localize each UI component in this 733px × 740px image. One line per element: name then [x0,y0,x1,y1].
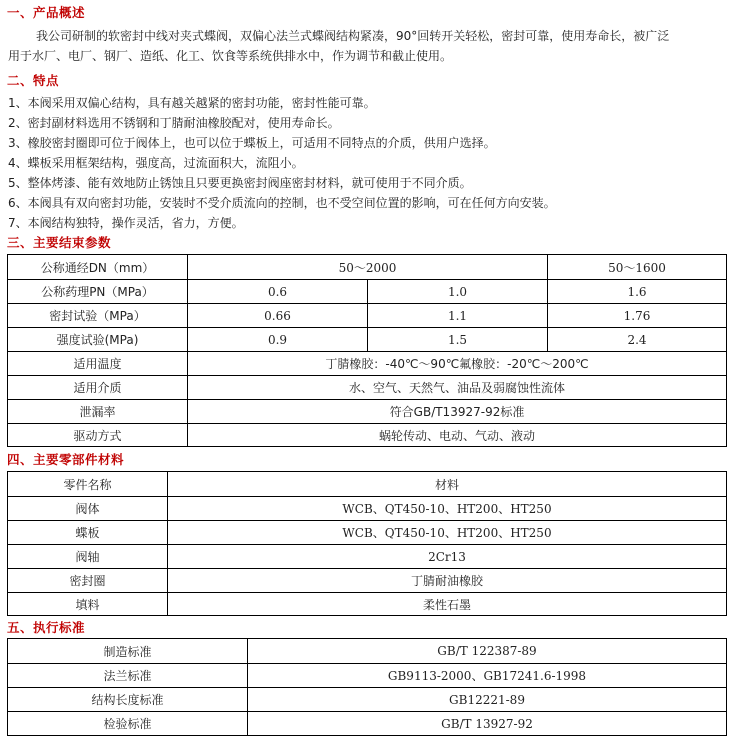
table-cell: 柔性石墨 [167,593,726,615]
table-cell: GB/T 122387-89 [247,639,726,663]
table-cell: 2Cr13 [167,545,726,568]
table-cell: 密封圈 [69,574,106,588]
table-cell: 2.4 [547,328,726,351]
table-cell: 0.6 [187,280,367,303]
table-row [8,375,726,399]
table-cell: WCB、QT450-10、HT200、HT250 [167,521,726,544]
table-cell: 材料 [167,472,726,496]
feature-item-6: 6、本阀具有双向密封功能，安装时不受介质流向的控制，也不受空间位置的影响，可在任何方向安装。 [8,196,556,210]
section-heading-overview: 一、产品概述 [7,5,86,20]
table-cell: 公称药理PN（MPa） [41,285,154,299]
table-cell: 零件名称 [63,477,112,492]
table-cell: 法兰标准 [103,669,152,683]
table-row [8,351,726,375]
table-cell: 1.0 [367,280,547,303]
table-row [8,303,726,327]
table-cell: 0.66 [187,304,367,327]
table-row [8,568,726,592]
section-heading-parameters: 三、主要结束参数 [7,235,112,250]
table-cell: 结构长度标准 [91,693,164,707]
table-row [8,520,726,544]
table-cell: 1.6 [547,280,726,303]
table-cell: 制造标准 [103,644,152,659]
table-cell: 公称通经DN（mm） [40,260,155,275]
feature-item-4: 4、蝶板采用框架结构，强度高，过流面积大，流阻小。 [8,156,304,170]
feature-item-1: 1、本阀采用双偏心结构，具有越关越紧的密封功能，密封性能可靠。 [8,96,376,110]
overview-text-line-2: 用于水厂、电厂、钢厂、造纸、化工、饮食等系统供排水中，作为调节和截止使用。 [8,49,453,63]
parameters-table [7,254,727,447]
table-cell: 50～2000 [187,255,547,279]
table-cell: 阀轴 [75,550,100,564]
table-cell: 强度试验(MPa) [56,333,139,347]
table-cell: 0.9 [187,328,367,351]
section-heading-standards: 五、执行标准 [7,620,86,635]
table-row [8,687,726,711]
overview-text-line-1: 我公司研制的软密封中线对夹式蝶阀，双偏心法兰式蝶阀结构紧凑，90°回转开关轻松，密封可靠，使用寿命长，被广泛 [36,29,670,43]
table-cell: 适用介质 [73,381,122,395]
table-row [8,327,726,351]
feature-item-2: 2、密封副材料选用不锈钢和丁腈耐油橡胶配对，使用寿命长。 [8,116,340,130]
materials-table [7,471,727,616]
table-cell: 驱动方式 [73,428,122,443]
table-row [8,399,726,423]
table-cell: GB9113-2000、GB17241.6-1998 [247,664,726,687]
table-row [8,279,726,303]
table-row [8,255,726,279]
table-cell: WCB、QT450-10、HT200、HT250 [167,497,726,520]
table-cell: 蝶板 [75,526,100,540]
table-cell: 丁腈耐油橡胶 [167,569,726,592]
table-cell: 1.76 [547,304,726,327]
table-cell: 1.1 [367,304,547,327]
table-row [8,472,726,496]
table-cell: 符合GB/T13927-92标准 [187,400,726,423]
table-row [8,663,726,687]
table-cell: GB12221-89 [247,688,726,711]
table-cell: 水、空气、天然气、油品及弱腐蚀性流体 [187,376,726,399]
table-cell: 丁腈橡胶：-40℃～90℃氟橡胶：-20℃～200℃ [187,352,726,375]
feature-item-5: 5、整体烤漆、能有效地防止锈蚀且只要更换密封阀座密封材料，就可使用于不同介质。 [8,176,472,190]
standards-table [7,638,727,736]
table-row [8,711,726,735]
section-heading-features: 二、特点 [7,73,60,88]
feature-item-3: 3、橡胶密封圈即可位于阀体上，也可以位于蝶板上，可适用不同特点的介质，供用户选择。 [8,136,496,150]
section-heading-materials: 四、主要零部件材料 [7,452,125,467]
table-cell: 蜗轮传动、电动、气动、液动 [187,424,726,446]
table-row [8,423,726,446]
table-cell: 泄漏率 [79,405,116,419]
table-cell: 填料 [75,597,100,612]
table-cell: 阀体 [75,502,100,516]
table-cell: 适用温度 [73,357,122,371]
table-cell: 检验标准 [103,717,152,731]
feature-item-7: 7、本阀结构独特，操作灵活，省力，方便。 [8,216,244,230]
table-cell: 1.5 [367,328,547,351]
table-row [8,496,726,520]
table-cell: GB/T 13927-92 [247,712,726,735]
table-cell: 50～1600 [547,255,726,279]
table-row [8,592,726,615]
table-row [8,544,726,568]
table-cell: 密封试验（MPa） [49,309,146,323]
table-row [8,639,726,663]
